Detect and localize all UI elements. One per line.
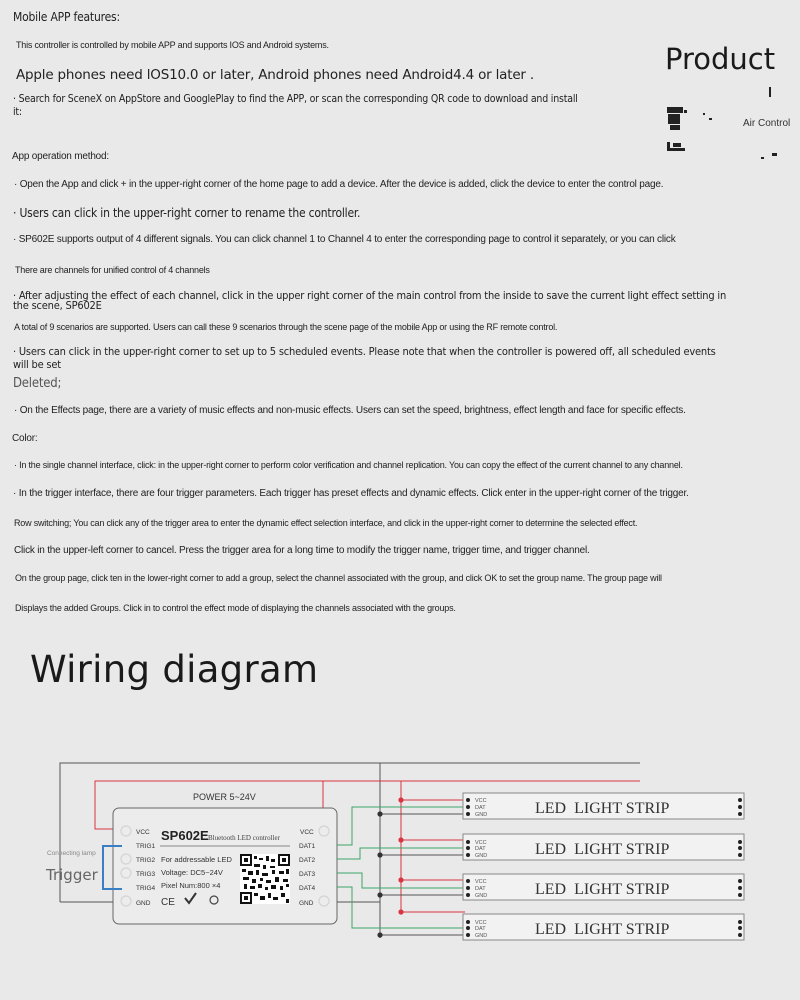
- operation-item: Row switching; You can click any of the trigger area to enter the dynamic effect selection interface, and click in the upper-right corner to determine the selected effect.: [14, 518, 638, 528]
- svg-text:DAT: DAT: [475, 886, 486, 892]
- operation-item: will be set: [13, 358, 61, 371]
- operation-item: Deleted;: [13, 376, 62, 391]
- pin-right-dat2: DAT2: [299, 857, 316, 864]
- strip-label: LED LIGHT STRIP: [535, 800, 670, 817]
- svg-text:GND: GND: [475, 893, 488, 899]
- pin-right-vcc: VCC: [300, 829, 314, 836]
- svg-text:VCC: VCC: [475, 840, 487, 846]
- svg-text:DAT: DAT: [475, 846, 486, 852]
- operation-item: Click in the upper-left corner to cancel. Press the trigger area for a long time to modify the trigger name, trigger time, and trigger channel.: [14, 545, 590, 556]
- svg-text:VCC: VCC: [475, 879, 487, 885]
- pin-left-vcc: VCC: [136, 829, 150, 836]
- pin-left-trig2: TRIG2: [136, 857, 156, 864]
- spec-voltage: Voltage: DC5~24V: [161, 868, 223, 877]
- operation-item: Color:: [12, 433, 38, 444]
- strip-label: LED LIGHT STRIP: [535, 921, 670, 938]
- operation-item: · Users can click in the upper-right corner to rename the controller.: [13, 206, 361, 220]
- operation-item: · SP602E supports output of 4 different signals. You can click channel 1 to Channel 4 to enter the corresponding page to control it separately, or you can click: [13, 234, 676, 245]
- pin-left-trig4: TRIG4: [136, 885, 156, 892]
- operation-item: A total of 9 scenarios are supported. Users can call these 9 scenarios through the scene page of the mobile App or using the RF remote control.: [14, 322, 558, 332]
- pin-right-gnd: GND: [299, 900, 314, 907]
- features-line-search: · Search for SceneX on AppStore and GooglePlay to find the APP, or scan the corresponding QR code to download and install: [13, 93, 578, 105]
- operation-item: · After adjusting the effect of each channel, click in the upper right corner of the main control from the inside to save the current light effect setting in: [13, 289, 727, 302]
- pin-left-trig3: TRIG3: [136, 871, 156, 878]
- product-title: Product: [665, 42, 776, 76]
- svg-text:GND: GND: [475, 933, 488, 939]
- trigger-note: Connecting lamp: [47, 850, 96, 857]
- operation-item: · On the Effects page, there are a variety of music effects and non-music effects. Users can set the speed, brightness, effect length and face for specific effects.: [14, 405, 686, 416]
- pin-right-dat4: DAT4: [299, 885, 316, 892]
- operation-item: · In the trigger interface, there are four trigger parameters. Each trigger has preset effects and dynamic effects. Click enter in the upper-right corner of the trigger.: [13, 488, 689, 499]
- spec-pixels: Pixel Num:800 ×4: [161, 881, 221, 890]
- operation-item: There are channels for unified control of 4 channels: [15, 265, 210, 275]
- qr-code-icon: [240, 854, 290, 904]
- operation-item: · Open the App and click + in the upper-right corner of the home page to add a device. After the device is added, click the device to enter the control page.: [14, 179, 664, 190]
- svg-text:GND: GND: [475, 812, 488, 818]
- strip-label: LED LIGHT STRIP: [535, 841, 670, 858]
- svg-text:VCC: VCC: [475, 920, 487, 926]
- features-heading: Mobile APP features:: [13, 10, 120, 24]
- operation-item: Displays the added Groups. Click in to control the effect mode of displaying the channels associated with the groups.: [15, 603, 456, 613]
- wiring-diagram: [0, 740, 800, 960]
- operation-item: On the group page, click ten in the lower-right corner to add a group, select the channel associated with the group, and click OK to set the group name. The group page will: [15, 573, 662, 583]
- spec-addressable: For addressable LED: [161, 855, 232, 864]
- svg-text:DAT: DAT: [475, 805, 486, 811]
- power-label: POWER 5~24V: [193, 792, 256, 802]
- pin-right-dat3: DAT3: [299, 871, 316, 878]
- ce-mark: CE: [161, 897, 175, 908]
- pin-right-dat1: DAT1: [299, 843, 316, 850]
- operation-item: the scene, SP602E: [13, 299, 102, 312]
- pin-left-gnd: GND: [136, 900, 151, 907]
- svg-text:GND: GND: [475, 853, 488, 859]
- features-line-search-cont: it:: [13, 106, 22, 118]
- product-badge: Air Control: [743, 118, 791, 129]
- led-strip-4: [377, 909, 465, 937]
- features-line-ios-android: This controller is controlled by mobile APP and supports IOS and Android systems.: [16, 40, 329, 50]
- operation-heading: App operation method:: [12, 151, 109, 162]
- svg-text:DAT: DAT: [475, 926, 486, 932]
- controller-model: SP602E: [161, 828, 209, 843]
- operation-item: · Users can click in the upper-right corner to set up to 5 scheduled events. Please note that when the controller is powered off, all scheduled events: [13, 345, 716, 358]
- operation-item: · In the single channel interface, click: in the upper-right corner to perform color verification and channel replication. You can copy the effect of the current channel to any channel.: [14, 460, 683, 470]
- features-line-versions: Apple phones need lOS10.0 or later, Android phones need Android4.4 or later .: [16, 67, 534, 83]
- trigger-label: Trigger: [46, 866, 98, 884]
- strip-label: LED LIGHT STRIP: [535, 881, 670, 898]
- wiring-title: Wiring diagram: [30, 648, 319, 691]
- controller-subtitle: Bluetooth LED controller: [208, 834, 280, 842]
- svg-text:VCC: VCC: [475, 798, 487, 804]
- pin-left-trig1: TRIG1: [136, 843, 156, 850]
